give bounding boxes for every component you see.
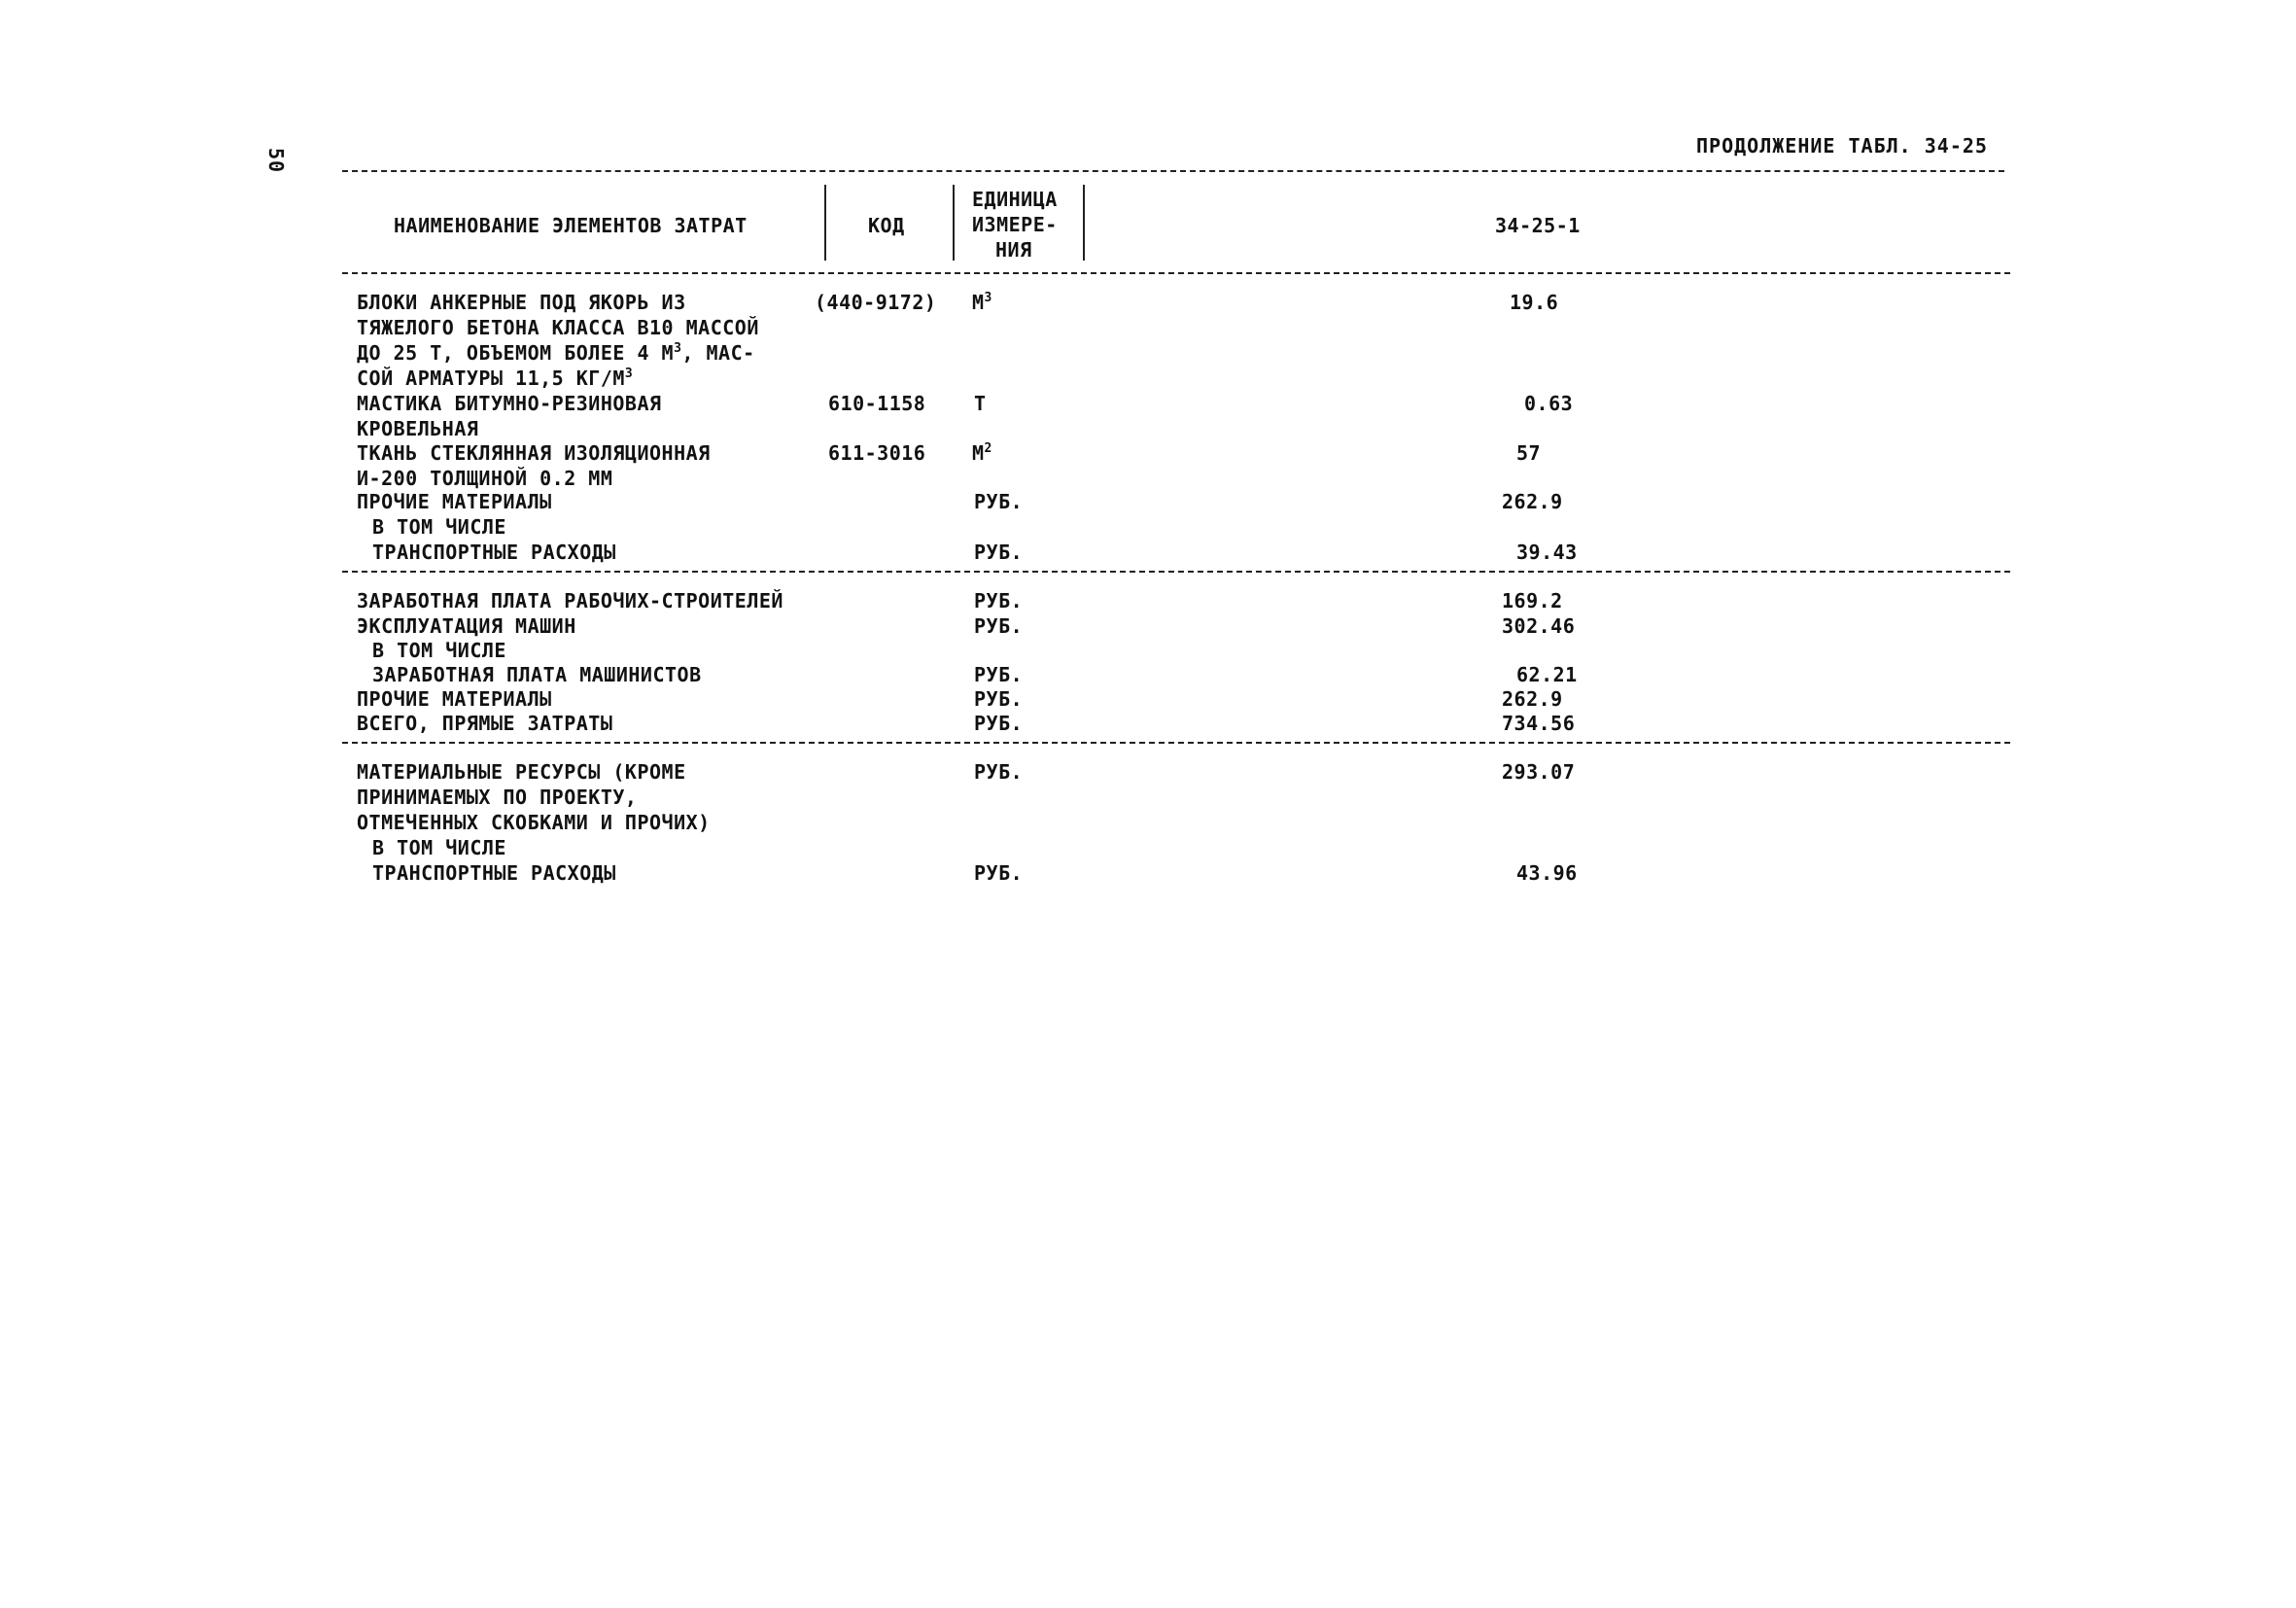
item-unit: $М^2$ [972, 441, 992, 465]
page-number: 50 [264, 148, 288, 174]
table-continuation-label: ПРОДОЛЖЕНИЕ ТАБЛ. 34-25 [1696, 134, 1988, 157]
item-value: 57 [1516, 441, 1542, 465]
item-name: ПРОЧИЕ МАТЕРИАЛЫ [357, 490, 552, 513]
item-value: 262.9 [1502, 490, 1563, 513]
section-rule [342, 571, 2010, 573]
item-value: 293.07 [1502, 760, 1576, 784]
item-unit: РУБ. [974, 614, 1024, 638]
item-unit: РУБ. [974, 490, 1024, 513]
item-name: КРОВЕЛЬНАЯ [357, 417, 479, 440]
item-name: БЛОКИ АНКЕРНЫЕ ПОД ЯКОРЬ ИЗ [357, 291, 686, 314]
header-divider [824, 185, 826, 261]
item-unit: РУБ. [974, 712, 1024, 735]
item-value: 262.9 [1502, 687, 1563, 711]
item-unit: РУБ. [974, 861, 1024, 885]
item-code: 610-1158 [828, 392, 926, 415]
item-name: МАТЕРИАЛЬНЫЕ РЕСУРСЫ (КРОМЕ [357, 760, 686, 784]
item-name: ОТМЕЧЕННЫХ СКОБКАМИ И ПРОЧИХ) [357, 811, 711, 834]
item-value: 19.6 [1510, 291, 1559, 314]
item-unit: РУБ. [974, 760, 1024, 784]
item-name: ЗАРАБОТНАЯ ПЛАТА МАШИНИСТОВ [372, 663, 702, 686]
item-name: В ТОМ ЧИСЛЕ [372, 639, 506, 662]
item-value: 39.43 [1516, 541, 1578, 564]
item-value: 169.2 [1502, 589, 1563, 612]
item-name: В ТОМ ЧИСЛЕ [372, 836, 506, 859]
item-unit: РУБ. [974, 687, 1024, 711]
item-value: 62.21 [1516, 663, 1578, 686]
item-name: ТРАНСПОРТНЫЕ РАСХОДЫ [372, 541, 616, 564]
item-name: ПРИНИМАЕМЫХ ПО ПРОЕКТУ, [357, 786, 638, 809]
item-unit: Т [974, 392, 987, 415]
item-name: И-200 ТОЛЩИНОЙ 0.2 ММ [357, 467, 613, 490]
item-unit: РУБ. [974, 541, 1024, 564]
item-name: ТКАНЬ СТЕКЛЯННАЯ ИЗОЛЯЦИОННАЯ [357, 441, 711, 465]
item-name: ЭКСПЛУАТАЦИЯ МАШИН [357, 614, 576, 638]
item-unit: РУБ. [974, 589, 1024, 612]
item-name: ПРОЧИЕ МАТЕРИАЛЫ [357, 687, 552, 711]
header-unit-column-line3: НИЯ [995, 238, 1032, 262]
item-name: МАСТИКА БИТУМНО-РЕЗИНОВАЯ [357, 392, 662, 415]
item-name: ДО 25 Т, ОБЪЕМОМ БОЛЕЕ 4 $М^3$, МАС- [357, 341, 755, 365]
item-name: ВСЕГО, ПРЯМЫЕ ЗАТРАТЫ [357, 712, 613, 735]
table-top-rule [342, 170, 2004, 172]
item-value: 0.63 [1524, 392, 1574, 415]
header-divider [953, 185, 955, 261]
header-unit-column-line2: ИЗМЕРЕ- [972, 213, 1058, 236]
header-bottom-rule [342, 272, 2010, 274]
header-value-column: 34-25-1 [1495, 214, 1581, 237]
item-value: 734.56 [1502, 712, 1576, 735]
item-value: 302.46 [1502, 614, 1576, 638]
item-name: ТЯЖЕЛОГО БЕТОНА КЛАССА В10 МАССОЙ [357, 316, 759, 339]
header-divider [1083, 185, 1085, 261]
header-code-column: КОД [868, 214, 905, 237]
item-code: (440-9172) [815, 291, 937, 314]
item-name: ТРАНСПОРТНЫЕ РАСХОДЫ [372, 861, 616, 885]
header-name-column: НАИМЕНОВАНИЕ ЭЛЕМЕНТОВ ЗАТРАТ [394, 214, 748, 237]
item-unit: РУБ. [974, 663, 1024, 686]
item-name: СОЙ АРМАТУРЫ 11,5 $КГ/М^3$ [357, 367, 634, 390]
item-name: ЗАРАБОТНАЯ ПЛАТА РАБОЧИХ-СТРОИТЕЛЕЙ [357, 589, 783, 612]
item-value: 43.96 [1516, 861, 1578, 885]
item-code: 611-3016 [828, 441, 926, 465]
item-unit: $М^3$ [972, 291, 992, 314]
header-unit-column-line1: ЕДИНИЦА [972, 188, 1058, 211]
section-rule [342, 742, 2010, 744]
item-name: В ТОМ ЧИСЛЕ [372, 515, 506, 539]
